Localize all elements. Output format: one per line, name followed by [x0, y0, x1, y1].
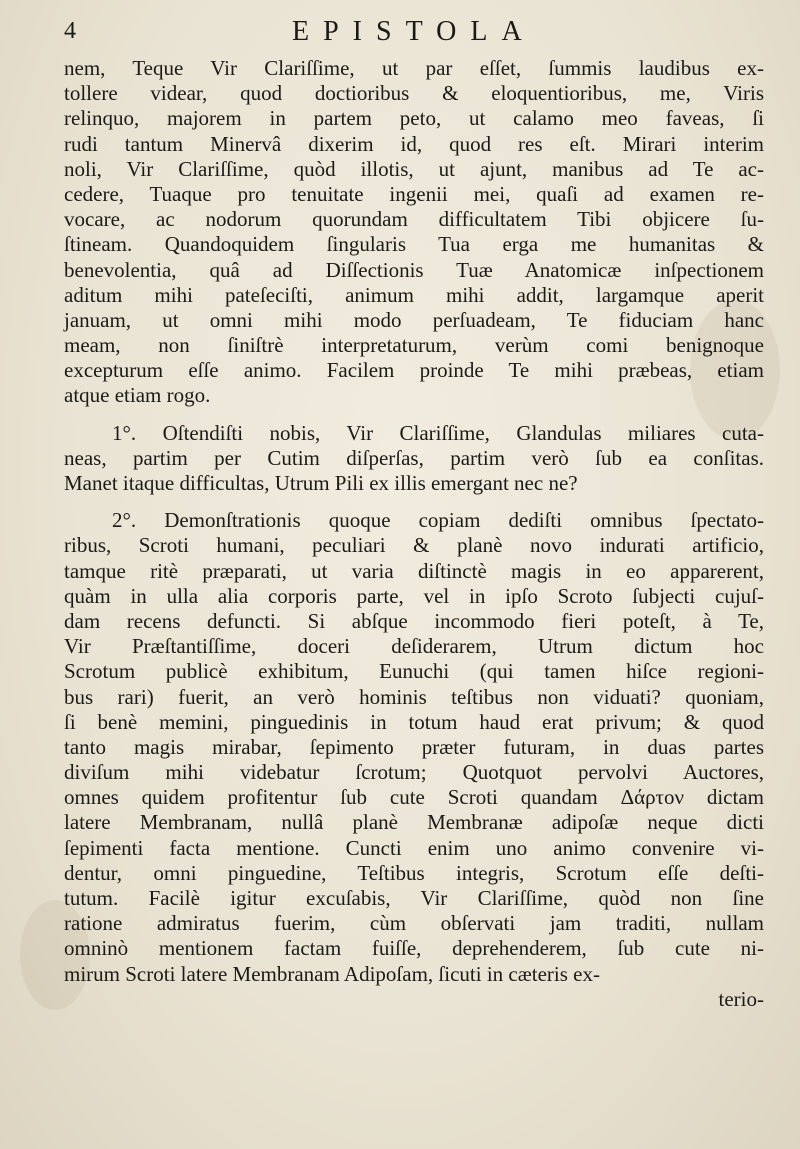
- paragraph: [64, 508, 764, 987]
- text-line: Manet itaque difficultas, Utrum Pili ex illis emergant nec ne?: [64, 471, 578, 495]
- text-line: Scrotum publicè exhibitum, Eunuchi (qui tamen hiſce regioni-: [64, 659, 764, 684]
- catchword: terio-: [718, 986, 764, 1011]
- text-line: aditum mihi pateſeciſti, animum mihi addit, largamque aperit: [64, 282, 764, 307]
- text-line: latere Membranam, nullâ planè Membranæ adipoſæ neque dicti: [64, 810, 764, 835]
- text-line: dentur, omni pinguedine, Teſtibus integris, Scrotum eſſe deſti-: [64, 860, 764, 885]
- page-number: 4: [64, 18, 76, 44]
- paragraph-container: [64, 56, 764, 987]
- text-line: dam recens defuncti. Si abſque incommodo fieri poteſt, à Te,: [64, 608, 764, 633]
- running-title: EPISTOLA: [292, 16, 536, 47]
- paragraph-gap: [64, 496, 764, 508]
- text-line: neas, partim per Cutim diſperſas, partim verò ſub ea conſitas.: [64, 445, 764, 470]
- text-line: relinquo, majorem in partem peto, ut calamo meo faveas, ſi: [64, 106, 764, 131]
- text-line: omninò mentionem factam fuiſſe, deprehenderem, ſub cute ni-: [64, 936, 764, 961]
- text-line: meam, non ſiniſtrè interpretaturum, verùm comi benignoque: [64, 333, 764, 358]
- page-header: [60, 12, 760, 52]
- text-line: Vir Præſtantiſſime, doceri deſiderarem, Utrum dictum hoc: [64, 634, 764, 659]
- text-line: ſi benè memini, pinguedinis in totum haud erat privum; & quod: [64, 709, 764, 734]
- text-line: vocare, ac nodorum quorundam difficultatem Tibi objicere ſu-: [64, 207, 764, 232]
- paragraph: [64, 421, 764, 497]
- text-line: ſepimenti facta mentione. Cuncti enim uno animo convenire vi-: [64, 835, 764, 860]
- text-line: excepturum eſſe animo. Facilem proinde Te mihi præbeas, etiam: [64, 358, 764, 383]
- text-line: benevolentia, quâ ad Diſſectionis Tuæ Anatomicæ inſpectionem: [64, 257, 764, 282]
- text-line: bus rari) fuerit, an verò hominis teſtibus non viduati? quoniam,: [64, 684, 764, 709]
- text-line: atque etiam rogo.: [64, 383, 211, 408]
- text-line: rudi tantum Minervâ dixerim id, quod res eſt. Mirari interim: [64, 131, 764, 156]
- text-line: tollere videar, quod doctioribus & eloquentioribus, me, Viris: [64, 81, 764, 106]
- paragraph: [64, 56, 764, 409]
- text-line: ribus, Scroti humani, peculiari & planè novo indurati artificio,: [64, 533, 764, 558]
- text-line: noli, Vir Clariſſime, quòd illotis, ut ajunt, manibus ad Te ac-: [64, 156, 764, 181]
- text-line: ratione admiratus fuerim, cùm obſervati jam traditi, nullam: [64, 911, 764, 936]
- text-line: 1°. Oſtendiſti nobis, Vir Clariſſime, Glandulas miliares cuta-: [112, 420, 764, 445]
- text-line: tutum. Facilè igitur excuſabis, Vir Clariſſime, quòd non ſine: [64, 886, 764, 910]
- body-text: [64, 56, 764, 1012]
- paragraph-gap: [64, 409, 764, 421]
- text-line: tanto magis mirabar, ſepimento præter futuram, in duas partes: [64, 734, 764, 759]
- text-line: omnes quidem profitentur ſub cute Scroti quandam Δάρτον dictam: [64, 785, 764, 810]
- text-line: quàm in ulla alia corporis parte, vel in ipſo Scroto ſubjecti cujuſ-: [64, 583, 764, 608]
- text-line: cedere, Tuaque pro tenuitate ingenii mei, quaſi ad examen re-: [64, 181, 764, 206]
- text-line: 2°. Demonſtrationis quoque copiam dediſti omnibus ſpectato-: [112, 508, 764, 533]
- text-line: januam, ut omni mihi modo perſuadeam, Te fiduciam hanc: [64, 307, 764, 332]
- text-line: ſtineam. Quandoquidem ſingularis Tua erga me humanitas &: [64, 232, 764, 257]
- text-line: tamque ritè præparati, ut varia diſtinctè magis in eo apparerent,: [64, 558, 764, 583]
- text-line: mirum Scroti latere Membranam Adipoſam, ſicuti in cæteris ex-: [64, 961, 600, 986]
- text-line: nem, Teque Vir Clariſſime, ut par eſſet, ſummis laudibus ex-: [64, 56, 764, 80]
- text-line: diviſum mihi videbatur ſcrotum; Quotquot pervolvi Auctores,: [64, 760, 764, 785]
